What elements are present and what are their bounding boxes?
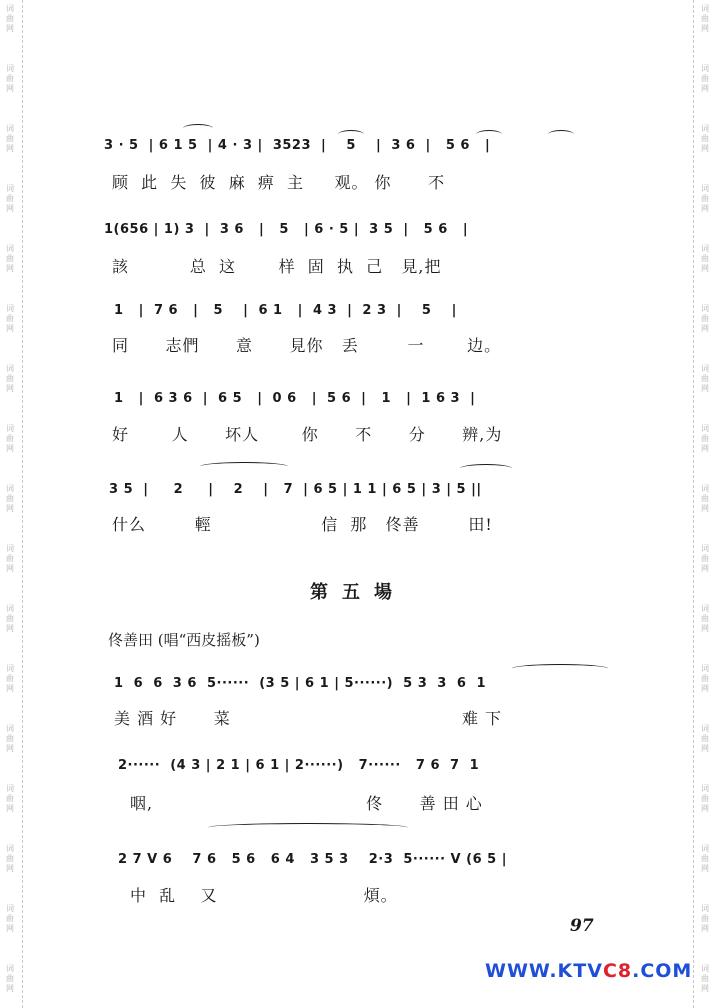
side-watermark-glyph: 曲 bbox=[6, 974, 14, 983]
side-watermark-glyph: 网 bbox=[701, 204, 709, 213]
side-watermark-glyph: 网 bbox=[6, 324, 14, 333]
free-row-2-lyrics: 咽, 佟 善 田 心 bbox=[130, 794, 483, 813]
side-watermark-glyph: 网 bbox=[6, 744, 14, 753]
free-row-3-notes: 2 7 V 6 7 6 5 6 6 4 3 5 3 2·3 5······ V (6 5 | bbox=[118, 852, 507, 867]
side-watermark-glyph: 词 bbox=[6, 364, 14, 373]
score-row-5-lyrics: 什么 輕 信 那 佟善 田! bbox=[112, 515, 493, 534]
side-watermark-glyph: 网 bbox=[701, 984, 709, 993]
side-watermark-group bbox=[2, 304, 18, 334]
side-watermark-group bbox=[697, 184, 713, 214]
side-watermark-group bbox=[697, 364, 713, 394]
side-watermark-group bbox=[2, 244, 18, 274]
side-watermark-glyph: 曲 bbox=[6, 134, 14, 143]
site-watermark bbox=[485, 960, 692, 982]
side-watermark-group bbox=[2, 664, 18, 694]
side-watermark-glyph: 词 bbox=[6, 4, 14, 13]
side-watermark-glyph: 网 bbox=[6, 624, 14, 633]
side-watermark-glyph: 网 bbox=[6, 204, 14, 213]
side-watermark-glyph: 网 bbox=[701, 84, 709, 93]
side-watermark-glyph: 曲 bbox=[6, 614, 14, 623]
slur-mark bbox=[208, 823, 408, 832]
watermark-suffix: .COM bbox=[632, 960, 693, 982]
side-watermark-glyph: 曲 bbox=[6, 674, 14, 683]
side-watermark-glyph: 词 bbox=[701, 904, 709, 913]
side-watermark-group bbox=[2, 4, 18, 34]
side-watermark-glyph: 词 bbox=[6, 904, 14, 913]
side-watermark-glyph: 曲 bbox=[701, 554, 709, 563]
side-watermark-glyph: 网 bbox=[701, 804, 709, 813]
side-watermark-glyph: 词 bbox=[6, 844, 14, 853]
side-watermark-glyph: 曲 bbox=[701, 494, 709, 503]
page-number: 97 bbox=[570, 916, 594, 936]
side-watermark-group bbox=[697, 124, 713, 154]
side-watermark-glyph: 曲 bbox=[6, 854, 14, 863]
side-watermark-glyph: 词 bbox=[701, 784, 709, 793]
side-watermark-glyph: 网 bbox=[6, 924, 14, 933]
side-watermark-glyph: 曲 bbox=[6, 434, 14, 443]
side-watermark-glyph: 网 bbox=[701, 324, 709, 333]
side-watermark-glyph: 网 bbox=[701, 264, 709, 273]
side-watermark-glyph: 曲 bbox=[701, 674, 709, 683]
score-row-2-notes: 1(656 | 1) 3 | 3 6 | 5 | 6 · 5 | 3 5 | 5 6 | bbox=[104, 222, 469, 237]
side-watermark-group bbox=[697, 844, 713, 874]
side-watermark-glyph: 曲 bbox=[6, 374, 14, 383]
side-watermark-glyph: 曲 bbox=[6, 734, 14, 743]
side-watermark-group bbox=[2, 364, 18, 394]
slur-mark bbox=[460, 464, 512, 473]
side-watermark-glyph: 曲 bbox=[701, 314, 709, 323]
score-row-4-lyrics: 好 人 坏人 你 不 分 辨,为 bbox=[112, 425, 503, 444]
free-row-2-notes: 2······ (4 3 | 2 1 | 6 1 | 2······) 7······ 7 6 7 1 bbox=[118, 758, 480, 773]
side-watermark-group bbox=[697, 304, 713, 334]
side-watermark-glyph: 曲 bbox=[701, 974, 709, 983]
side-watermark-glyph: 词 bbox=[701, 184, 709, 193]
side-watermark-glyph: 曲 bbox=[701, 374, 709, 383]
score-row-3-lyrics: 同 志們 意 見你 丢 一 边。 bbox=[112, 336, 502, 355]
side-watermark-glyph: 网 bbox=[701, 684, 709, 693]
side-watermark-glyph: 曲 bbox=[701, 914, 709, 923]
side-watermark-group bbox=[2, 64, 18, 94]
side-watermark-group bbox=[2, 964, 18, 994]
side-watermark-group bbox=[2, 184, 18, 214]
side-watermark-glyph: 网 bbox=[701, 504, 709, 513]
side-watermark-glyph: 词 bbox=[6, 604, 14, 613]
watermark-middle: KTV bbox=[557, 960, 603, 982]
side-watermark-group bbox=[697, 64, 713, 94]
side-watermark-group bbox=[2, 424, 18, 454]
slur-mark bbox=[512, 664, 608, 673]
side-watermark-group bbox=[697, 4, 713, 34]
side-watermark-glyph: 网 bbox=[6, 144, 14, 153]
side-watermark-group bbox=[2, 484, 18, 514]
side-watermark-group bbox=[2, 724, 18, 754]
side-watermark-glyph: 曲 bbox=[6, 14, 14, 23]
side-watermark-glyph: 词 bbox=[6, 784, 14, 793]
score-row-1-lyrics: 顾 此 失 彼 麻 痹 主 观。 你 不 bbox=[112, 173, 446, 192]
side-watermark-group bbox=[697, 544, 713, 574]
side-watermark-group bbox=[697, 604, 713, 634]
slur-mark bbox=[183, 124, 213, 133]
side-watermark-glyph: 曲 bbox=[701, 434, 709, 443]
side-watermark-glyph: 曲 bbox=[701, 194, 709, 203]
side-watermark-glyph: 网 bbox=[6, 84, 14, 93]
score-row-5-notes: 3 5 | 2 | 2 | 7 | 6 5 | 1 1 | 6 5 | 3 | 5 || bbox=[104, 482, 482, 497]
side-watermark-glyph: 网 bbox=[701, 864, 709, 873]
side-watermark-glyph: 词 bbox=[6, 484, 14, 493]
side-watermark-glyph: 曲 bbox=[6, 194, 14, 203]
score-row-4-notes: 1 | 6 3 6 | 6 5 | 0 6 | 5 6 | 1 | 1 6 3 | bbox=[104, 391, 476, 406]
side-watermark-group bbox=[2, 784, 18, 814]
score-row-2-lyrics: 該 总 这 样 固 执 己 見,把 bbox=[112, 257, 442, 276]
side-watermark-glyph: 曲 bbox=[701, 134, 709, 143]
side-watermark-glyph: 曲 bbox=[701, 14, 709, 23]
watermark-accent: C8 bbox=[602, 960, 633, 982]
side-watermark-glyph: 网 bbox=[701, 924, 709, 933]
singer-line: 佟善田 (唱“西皮摇板”) bbox=[108, 631, 260, 649]
side-watermark-glyph: 词 bbox=[701, 964, 709, 973]
side-watermark-glyph: 词 bbox=[701, 64, 709, 73]
side-watermark-glyph: 网 bbox=[6, 864, 14, 873]
side-watermark-glyph: 词 bbox=[6, 244, 14, 253]
side-watermark-glyph: 曲 bbox=[701, 254, 709, 263]
side-watermark-group bbox=[2, 844, 18, 874]
side-watermark-glyph: 曲 bbox=[701, 854, 709, 863]
side-watermark-glyph: 词 bbox=[6, 964, 14, 973]
side-watermark-glyph: 网 bbox=[701, 384, 709, 393]
side-watermark-glyph: 词 bbox=[6, 304, 14, 313]
side-watermark-glyph: 网 bbox=[6, 264, 14, 273]
score-row-3-notes: 1 | 7 6 | 5 | 6 1 | 4 3 | 2 3 | 5 | bbox=[104, 303, 457, 318]
side-watermark-glyph: 网 bbox=[701, 564, 709, 573]
side-watermark-glyph: 网 bbox=[701, 444, 709, 453]
side-watermark-group bbox=[697, 484, 713, 514]
side-watermark-glyph: 曲 bbox=[701, 74, 709, 83]
side-watermark-glyph: 词 bbox=[6, 544, 14, 553]
side-watermark-glyph: 网 bbox=[701, 144, 709, 153]
side-watermark-group bbox=[697, 424, 713, 454]
side-watermark-glyph: 词 bbox=[701, 724, 709, 733]
free-row-3-lyrics: 中 乱 又 煩。 bbox=[130, 886, 398, 905]
side-watermark-glyph: 词 bbox=[701, 4, 709, 13]
side-watermark-glyph: 词 bbox=[701, 424, 709, 433]
side-watermark-group bbox=[697, 244, 713, 274]
side-watermark-glyph: 网 bbox=[701, 24, 709, 33]
side-watermark-glyph: 曲 bbox=[6, 494, 14, 503]
side-watermark-group bbox=[697, 724, 713, 754]
side-watermark-glyph: 词 bbox=[6, 64, 14, 73]
slur-mark bbox=[200, 462, 288, 471]
side-watermark-group bbox=[697, 784, 713, 814]
side-watermark-glyph: 词 bbox=[701, 364, 709, 373]
side-watermark-glyph: 词 bbox=[6, 724, 14, 733]
side-watermark-glyph: 曲 bbox=[6, 254, 14, 263]
right-page-border bbox=[693, 0, 694, 1008]
slur-mark bbox=[338, 130, 364, 139]
side-watermark-glyph: 曲 bbox=[6, 554, 14, 563]
side-watermark-glyph: 词 bbox=[701, 304, 709, 313]
side-watermark-glyph: 词 bbox=[701, 664, 709, 673]
side-watermark-glyph: 网 bbox=[6, 444, 14, 453]
slur-mark bbox=[476, 130, 502, 139]
side-watermark-glyph: 词 bbox=[6, 664, 14, 673]
side-watermark-group bbox=[2, 604, 18, 634]
side-watermark-glyph: 词 bbox=[6, 424, 14, 433]
side-watermark-glyph: 网 bbox=[6, 684, 14, 693]
watermark-prefix: WWW. bbox=[485, 960, 558, 982]
side-watermark-glyph: 曲 bbox=[6, 914, 14, 923]
score-row-1-notes: 3 · 5 | 6 1 5 | 4 · 3 | 3523 | 5 | 3 6 | 5 6 | bbox=[104, 138, 491, 153]
side-watermark-glyph: 网 bbox=[6, 384, 14, 393]
side-watermark-glyph: 曲 bbox=[701, 614, 709, 623]
side-watermark-glyph: 曲 bbox=[6, 314, 14, 323]
side-watermark-glyph: 词 bbox=[701, 124, 709, 133]
side-watermark-glyph: 词 bbox=[701, 844, 709, 853]
side-watermark-glyph: 网 bbox=[6, 984, 14, 993]
side-watermark-glyph: 网 bbox=[6, 504, 14, 513]
side-watermark-glyph: 网 bbox=[6, 804, 14, 813]
side-watermark-glyph: 曲 bbox=[6, 794, 14, 803]
side-watermark-glyph: 词 bbox=[6, 184, 14, 193]
slur-mark bbox=[548, 130, 574, 139]
side-watermark-glyph: 网 bbox=[6, 24, 14, 33]
free-row-1-lyrics: 美 酒 好 菜 难 下 bbox=[114, 709, 503, 728]
side-watermark-glyph: 曲 bbox=[701, 794, 709, 803]
side-watermark-glyph: 曲 bbox=[701, 734, 709, 743]
free-row-1-notes: 1 6 6 3 6 5······ (3 5 | 6 1 | 5······) 5 3 3 6 1 bbox=[114, 676, 487, 691]
side-watermark-glyph: 词 bbox=[701, 544, 709, 553]
side-watermark-glyph: 曲 bbox=[6, 74, 14, 83]
side-watermark-group bbox=[2, 124, 18, 154]
side-watermark-group bbox=[2, 904, 18, 934]
side-watermark-glyph: 词 bbox=[701, 484, 709, 493]
side-watermark-glyph: 网 bbox=[6, 564, 14, 573]
side-watermark-glyph: 词 bbox=[6, 124, 14, 133]
side-watermark-glyph: 词 bbox=[701, 244, 709, 253]
section-title: 第五場 bbox=[310, 582, 406, 603]
left-page-border bbox=[22, 0, 23, 1008]
side-watermark-group bbox=[2, 544, 18, 574]
side-watermark-glyph: 网 bbox=[701, 744, 709, 753]
side-watermark-group bbox=[697, 964, 713, 994]
side-watermark-group bbox=[697, 664, 713, 694]
side-watermark-group bbox=[697, 904, 713, 934]
side-watermark-glyph: 网 bbox=[701, 624, 709, 633]
side-watermark-glyph: 词 bbox=[701, 604, 709, 613]
